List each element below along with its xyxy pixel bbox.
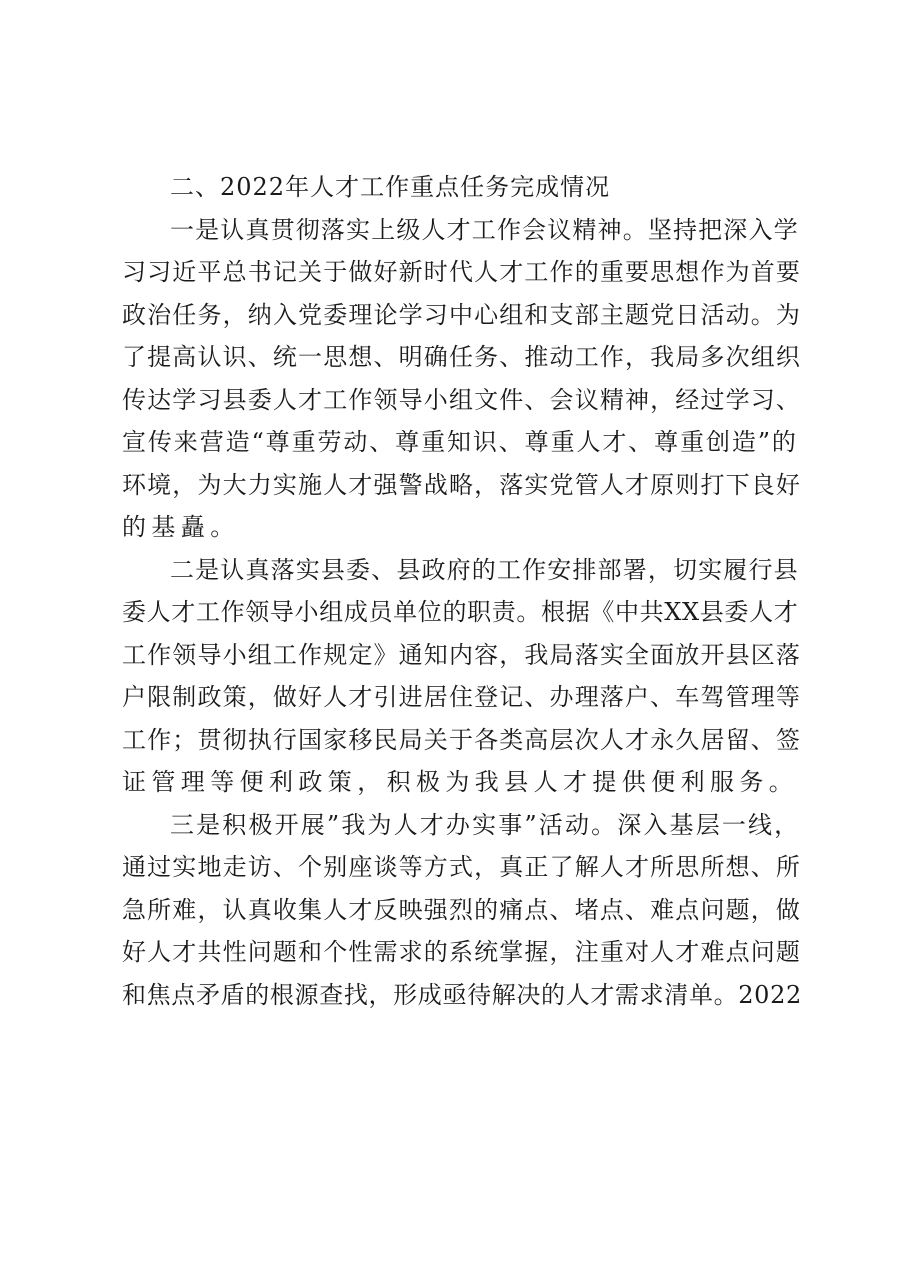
paragraph-line: 传达学习县委人才工作领导小组文件、会议精神，经过学习、: [122, 385, 802, 414]
paragraph-line: 了提高认识、统一思想、明确任务、推动工作，我局多次组织: [122, 343, 802, 371]
paragraph-line: 和焦点矛盾的根源查找，形成亟待解决的人才需求清单。2022: [122, 980, 802, 1009]
paragraph-line: 通过实地走访、个别座谈等方式，真正了解人才所思所想、所: [122, 853, 802, 881]
section-heading: [122, 166, 802, 209]
paragraph-line: 工作领导小组工作规定》通知内容，我局落实全面放开县区落: [122, 640, 802, 669]
heading-line: 二、2022年人才工作重点任务完成情况: [170, 173, 611, 201]
paragraph-3: [122, 804, 802, 1017]
paragraph-line: 三是积极开展”我为人才办实事”活动。深入基层一线，: [170, 810, 801, 839]
paragraph-line: 证管理等便利政策，积极为我县人才提供便利服务。: [122, 768, 799, 796]
paragraph-line: 工作；贯彻执行国家移民局关于各类高层次人才永久居留、签: [122, 725, 802, 754]
paragraph-line: 二是认真落实县委、县政府的工作安排部署，切实履行县: [170, 555, 799, 584]
paragraph-line: 环境，为大力实施人才强警战略，落实党管人才原则打下良好: [122, 470, 802, 499]
paragraph-line: 的基矗。: [122, 513, 240, 541]
paragraph-line: 户限制政策，做好人才引进居住登记、办理落户、车驾管理等: [122, 683, 802, 711]
paragraph-line: 宣传来营造“尊重劳动、尊重知识、尊重人才、尊重创造”的: [122, 428, 798, 456]
paragraph-line: 政治任务，纳入党委理论学习中心组和支部主题党日活动。为: [122, 300, 802, 329]
paragraph-line: 习习近平总书记关于做好新时代人才工作的重要思想作为首要: [122, 258, 802, 286]
paragraph-1: [122, 209, 802, 549]
paragraph-line: 委人才工作领导小组成员单位的职责。根据《中共XX县委人才: [122, 598, 799, 626]
paragraph-line: 急所难，认真收集人才反映强烈的痛点、堵点、难点问题，做: [122, 895, 802, 924]
document-body: [122, 166, 802, 1016]
paragraph-line: 好人才共性问题和个性需求的系统掌握，注重对人才难点问题: [122, 938, 802, 966]
paragraph-2: [122, 549, 802, 804]
paragraph-line: 一是认真贯彻落实上级人才工作会议精神。坚持把深入学: [170, 215, 799, 244]
